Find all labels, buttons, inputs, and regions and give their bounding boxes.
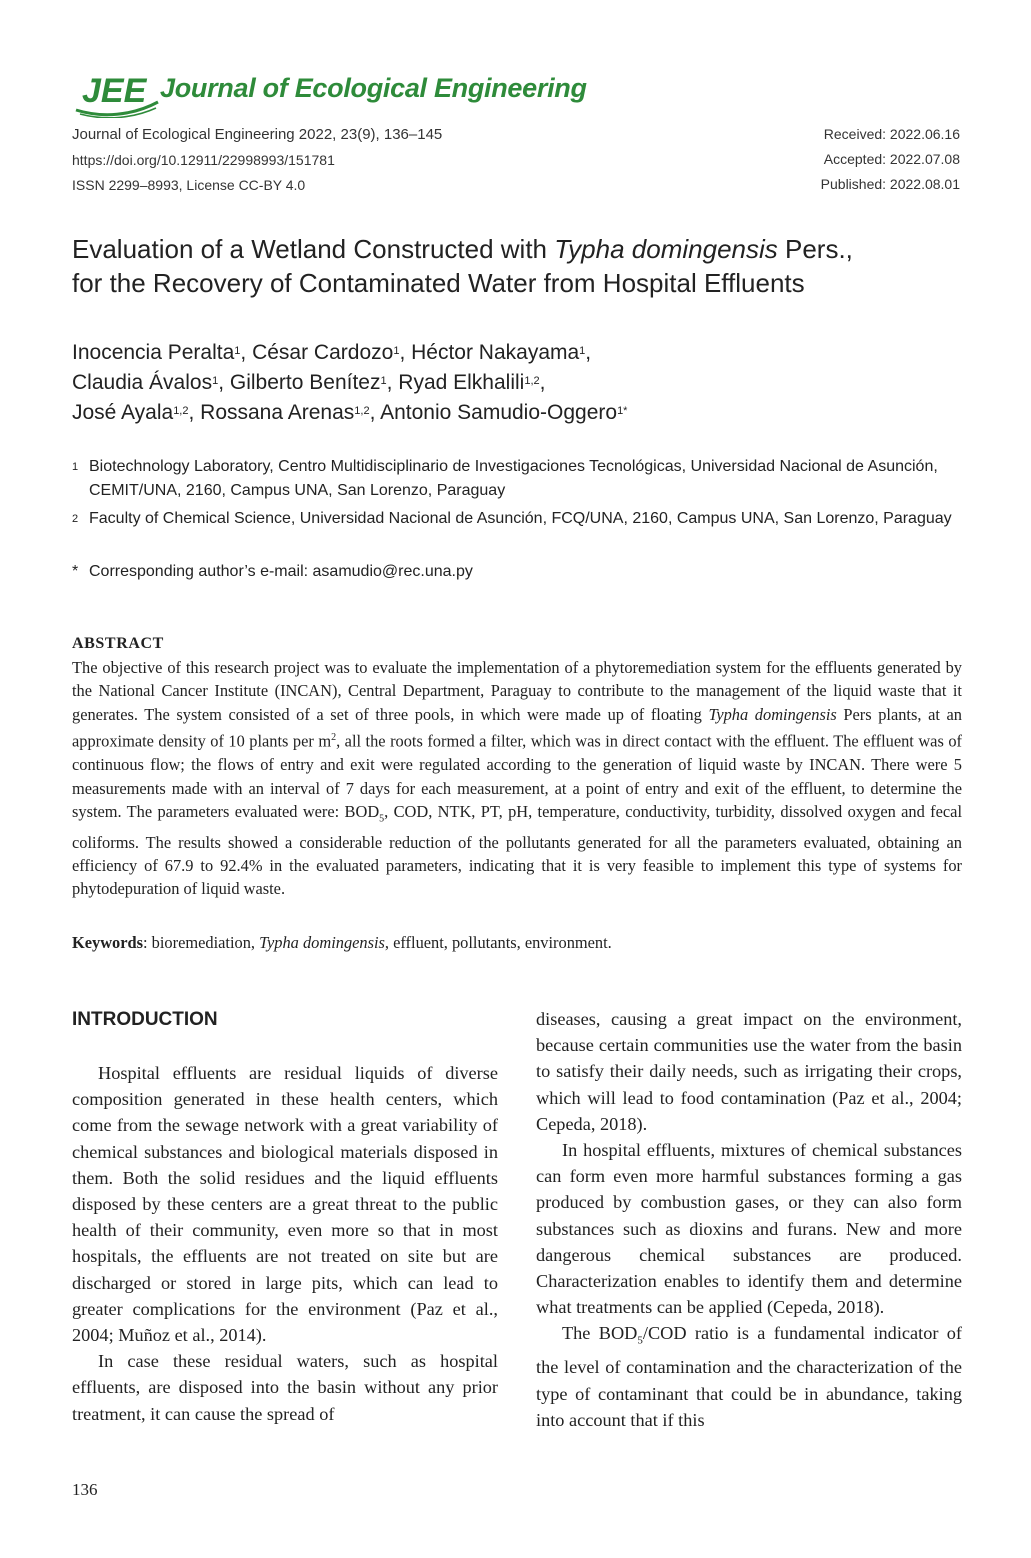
body-text-part: The BOD [562,1323,638,1344]
author-name: Ryad Elkhalili [398,371,525,394]
author-separator: , [218,371,230,394]
abstract-subscript: 5 [379,813,385,825]
author-affiliation-mark: 1,2 [173,405,189,417]
doi-link[interactable]: https://doi.org/10.12911/22998993/151781 [72,152,335,168]
affiliation-2 [72,507,962,531]
affiliation-1 [72,455,962,503]
author-name: José Ayala [72,401,174,424]
abstract-text-part: Pers plants, at an approximate density of 10 plants per m [72,704,962,751]
keywords-species: Typha domingensis [259,933,385,952]
corresponding-text: Corresponding author’s e-mail: asamudio@rec.una.py [89,563,473,580]
keywords-label: Keywords [72,933,144,952]
author-separator: , [585,341,592,364]
author-separator: , [399,341,412,364]
published-date: Published: 2022.08.01 [820,176,960,192]
keywords-text: : bioremediation, [143,933,260,952]
body-column-right [536,1006,962,1433]
author-separator: , [369,401,381,424]
accepted-date: Accepted: 2022.07.08 [823,151,960,167]
author-name: Gilberto Benítez [229,371,381,394]
author-separator: , [386,371,399,394]
author-affiliation-mark: 1 [380,375,387,387]
body-paragraph: Hospital effluents are residual liquids of diverse composition generated in these health centers, which come from the sewage network with a great variability of chemical substances and biological materials disposed in them. Both the solid residues and the liquid effluents disposed by these centers are a great threat to the public health of their community, even more so that in most hospitals, the effluents are not treated on site but are discharged or stored in large pits, which can lead to greater complications for the environment (Paz et al., 2004; Muñoz et al., 2014). [72,1063,498,1346]
abstract-superscript: 2 [331,732,337,744]
author-affiliation-mark: 1 [393,345,400,357]
citation: Journal of Ecological Engineering 2022, 23(9), 136–145 [72,126,443,143]
abstract-text [72,656,962,901]
keywords-text: , effluent, pollutants, environment. [384,933,612,952]
corresponding-author [72,560,962,584]
body-column-left [72,1006,498,1427]
abstract-text-part: The objective of this research project was to evaluate the implementation of a phytoremediation system for the effluents generated by the National Cancer Institute (INCAN), Central Department, Paraguay to contribute to the management of the liquid waste that it generates. The system consisted of a set of three pools, in which were made up of floating [72,658,962,724]
author-affiliation-mark: 1 [212,375,219,387]
author-list [72,338,972,428]
author-name: Claudia Ávalos [72,371,213,394]
corresponding-mark: * [72,563,79,580]
author-affiliation-mark: 1 [579,345,586,357]
logo-text: JEE [82,72,147,110]
keywords [72,931,962,954]
title-line2: for the Recovery of Contaminated Water from Hospital Effluents [72,268,805,298]
title-part2: Pers., [777,234,853,264]
author-separator: , [188,401,201,424]
journal-name: Journal of Ecological Engineering [160,73,587,103]
affiliation-mark: 1 [72,461,79,473]
author-separator: , [539,371,546,394]
abstract-text-part: , all the roots formed a filter, which was in direct contact with the effluent. The effluent was of continuous flow; the flows of entry and exit were regulated according to the generation of liquid waste by INCAN. There were 5 measurements made with an interval of 7 days for each measurement, at a point of entry and exit of the effluent, to determine the system. The parameters evaluated were: BOD [72,731,962,821]
title-species: Typha domingensis [554,234,778,264]
affiliation-text: Faculty of Chemical Science, Universidad Nacional de Asunción, FCQ/UNA, 2160, Campus UNA, San Lorenzo, Paraguay [89,510,952,527]
abstract-species: Typha domingensis [708,704,837,724]
author-affiliation-mark: 1,2 [524,375,540,387]
author-separator: , [240,341,253,364]
author-name: Antonio Samudio-Oggero [380,401,618,424]
author-affiliation-mark: 1 [234,345,241,357]
body-paragraph [536,1320,962,1432]
author-name: Inocencia Peralta [72,341,235,364]
affiliation-mark: 2 [72,513,79,525]
received-date: Received: 2022.06.16 [823,126,960,142]
title-part1: Evaluation of a Wetland Constructed with [72,234,555,264]
issn-license: ISSN 2299–8993, License CC-BY 4.0 [72,177,306,193]
author-affiliation-mark: 1* [617,405,628,417]
author-affiliation-mark: 1,2 [354,405,370,417]
journal-logo [72,66,162,118]
body-subscript: 5 [637,1335,643,1348]
affiliation-text: Biotechnology Laboratory, Centro Multidisciplinario de Investigaciones Tecnológicas, Universidad Nacional de Asunción, CEMIT/UNA, 2160, Campus UNA, San Lorenzo, Paraguay [89,458,938,499]
abstract-text-part: , COD, NTK, PT, pH, temperature, conductivity, turbidity, dissolved oxygen and fecal coliforms. The results showed a considerable reduction of the pollutants generated for all the parameters evaluated, obtaining an efficiency of 67.9 to 92.4% in the evaluated parameters, indicating that it is very feasible to implement this type of systems for phytodepuration of liquid waste. [72,801,962,899]
author-name: Rossana Arenas [200,401,355,424]
body-paragraph: In hospital effluents, mixtures of chemical substances can form even more harmful substances forming a gas produced by combustion gases, or they can also form substances such as dioxins and furans. New and more dangerous chemical substances are produced. Characterization enables to identify them and determine what treatments can be applied (Cepeda, 2018). [536,1140,962,1318]
section-heading-introduction: INTRODUCTION [72,1009,218,1030]
article-title [72,232,972,300]
body-paragraph: In case these residual waters, such as hospital effluents, are disposed into the basin without any prior treatment, it can cause the spread of [72,1351,498,1424]
author-name: César Cardozo [252,341,394,364]
page-number: 136 [72,1480,98,1499]
body-paragraph: diseases, causing a great impact on the environment, because certain communities use the water from the basin to satisfy their daily needs, such as irrigating their crops, which will lead to food contamination (Paz et al., 2004; Cepeda, 2018). [536,1009,962,1134]
abstract-heading: ABSTRACT [72,635,164,652]
body-text-part: /COD ratio is a fundamental indicator of the level of contamination and the characterization of the type of contaminant that could be in abundance, taking into account that if this [536,1323,963,1430]
author-name: Héctor Nakayama [411,341,580,364]
